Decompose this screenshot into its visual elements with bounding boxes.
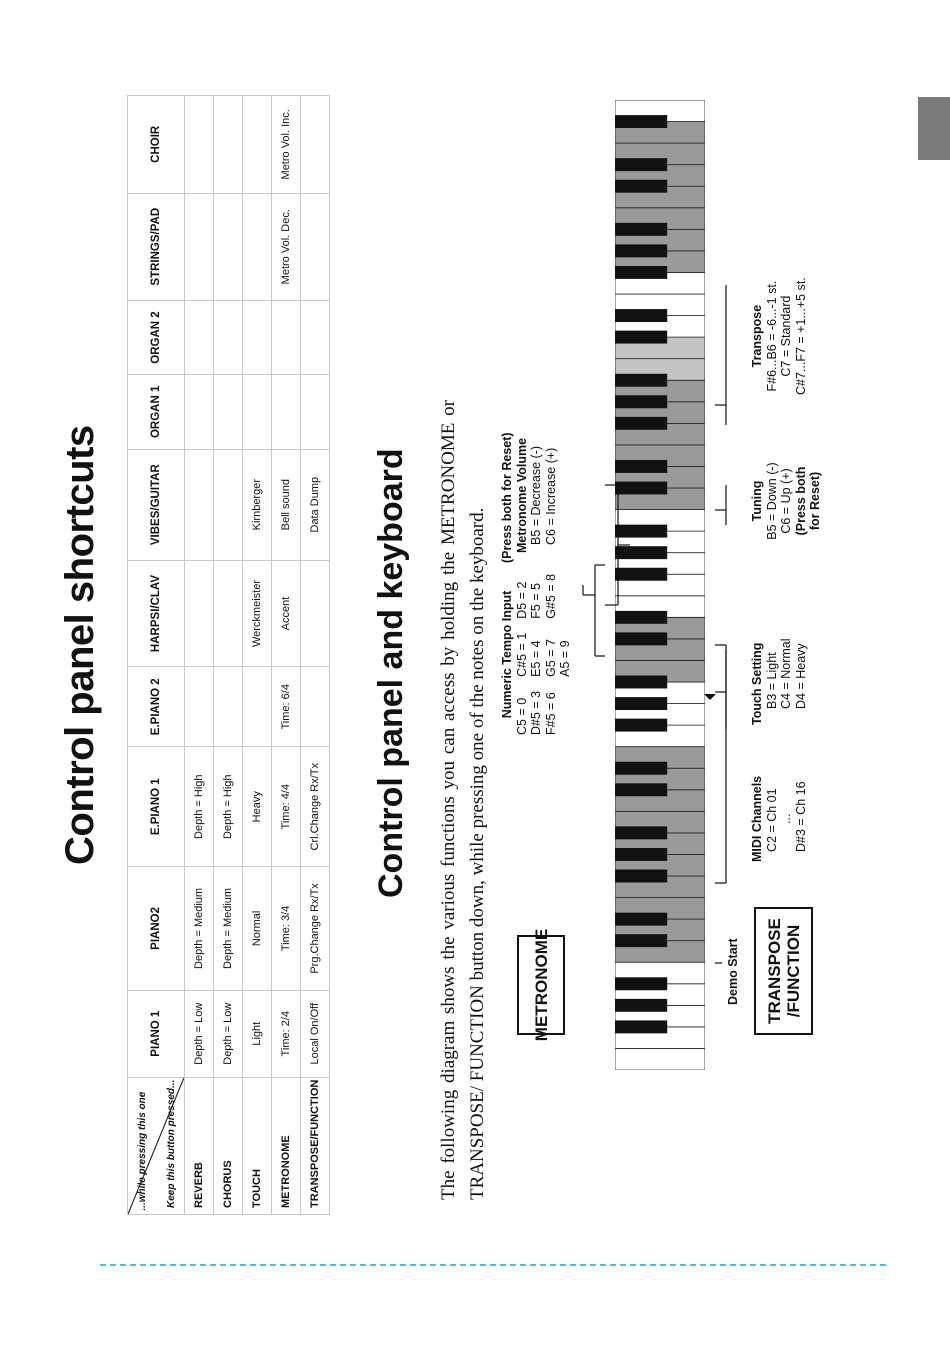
table-cell: [301, 375, 330, 449]
touch-line: C4 = Normal: [779, 638, 793, 709]
transpose-function-button[interactable]: TRANSPOSE /FUNCTION: [754, 907, 813, 1035]
table-row: [185, 96, 214, 1215]
table-cell: Prg.Change Rx/Tx: [301, 867, 330, 991]
table-cell: [243, 375, 272, 449]
row-label: METRONOME: [272, 1077, 301, 1214]
dotted-separator: [100, 1264, 886, 1266]
table-cell: Depth = High: [185, 747, 214, 867]
metronome-volume-block: [500, 432, 558, 563]
transpose-title: Transpose: [750, 304, 764, 368]
black-key: [615, 719, 667, 732]
table-cell: Time: 6/4: [272, 667, 301, 747]
black-key: [615, 223, 667, 236]
black-key: [615, 374, 667, 387]
midi-line: C2 = Ch 01: [764, 788, 779, 852]
touch-title: Touch Setting: [750, 642, 764, 725]
transpose-block: [750, 277, 808, 395]
tempo-block: [500, 574, 573, 735]
white-key: [615, 1048, 705, 1070]
tempo-value: E5 = 4: [529, 640, 543, 677]
table-cell: Kirnberger: [243, 449, 272, 560]
tempo-value: F5 = 5: [529, 582, 543, 619]
table-cell: Time: 2/4: [272, 990, 301, 1077]
table-cell: [214, 560, 243, 666]
black-key: [615, 546, 667, 559]
table-cell: [185, 193, 214, 300]
table-cell: [243, 193, 272, 300]
midi-line: D#3 = Ch 16: [793, 781, 808, 852]
transpose-line: C#7...F7 = +1...+5 st.: [793, 277, 808, 395]
table-cell: [185, 375, 214, 449]
touch-line: B3 = Light: [764, 652, 779, 709]
row-label: REVERB: [185, 1077, 214, 1214]
black-key: [615, 266, 667, 279]
metronome-button[interactable]: METRONOME: [517, 935, 565, 1035]
table-cell: [214, 300, 243, 374]
table-cell: [301, 300, 330, 374]
black-key: [615, 331, 667, 344]
table-cell: Heavy: [243, 747, 272, 867]
tuning-reset: (Press both for Reset): [793, 466, 822, 536]
tempo-value: G#5 = 8: [543, 573, 558, 619]
table-cell: [185, 449, 214, 560]
black-key: [615, 913, 667, 926]
black-key: [615, 783, 667, 796]
black-key: [615, 395, 667, 408]
metro-volume-line: C6 = Increase (+): [543, 447, 558, 545]
table-cell: [214, 193, 243, 300]
black-key: [615, 762, 667, 775]
table-cell: Depth = Medium: [185, 867, 214, 991]
tuning-title: Tuning: [750, 480, 764, 522]
tempo-value: C#5 = 1: [514, 632, 529, 677]
table-cell: Depth = Low: [214, 990, 243, 1077]
table-row: [272, 96, 301, 1215]
table-cell: [272, 375, 301, 449]
table-corner: [128, 1077, 185, 1214]
transpose-line: C7 = Standard: [779, 295, 793, 377]
table-cell: Metro Vol. Dec.: [272, 193, 301, 300]
row-label: TOUCH: [243, 1077, 272, 1214]
table-cell: Normal: [243, 867, 272, 991]
black-key: [615, 826, 667, 839]
black-key: [615, 999, 667, 1012]
keyboard: [615, 100, 705, 1070]
touch-line: D4 = Heavy: [793, 643, 808, 709]
corner-label-top: ...while pressing this one: [137, 1091, 148, 1211]
table-cell: [301, 96, 330, 194]
black-key: [615, 1020, 667, 1033]
table-cell: [301, 667, 330, 747]
tuning-line: B5 = Down (-): [764, 462, 779, 540]
corner-label-bottom: Keep this button pressed...: [166, 1079, 177, 1208]
table-header-row: [128, 96, 185, 1215]
table-cell: Bell sound: [272, 449, 301, 560]
tempo-value: F#5 = 6: [543, 692, 558, 735]
rotated-page: [50, 95, 840, 1245]
black-key: [615, 309, 667, 322]
tempo-value: D5 = 2: [514, 581, 529, 619]
row-label: TRANSPOSE/FUNCTION: [301, 1077, 330, 1214]
table-cell: [301, 560, 330, 666]
tempo-col-2: [515, 633, 573, 677]
touch-block: [750, 638, 808, 725]
column-header: VIBES/GUITAR: [128, 449, 185, 560]
demo-start-label: Demo Start: [726, 938, 740, 1005]
black-key: [615, 115, 667, 128]
table-cell: [301, 193, 330, 300]
intro-paragraph: The following diagram shows the various functions you can access by holding the METRONOME or TRANSPOSE/ FUNCTION button down, while pressing one of the notes on the keyboard.: [438, 400, 488, 1200]
table-cell: Depth = Low: [185, 990, 214, 1077]
column-header: CHOIR: [128, 96, 185, 194]
black-key: [615, 460, 667, 473]
table-cell: Metro Vol. Inc.: [272, 96, 301, 194]
black-key: [615, 180, 667, 193]
tuning-block: [750, 461, 823, 541]
table-cell: Light: [243, 990, 272, 1077]
table-cell: Crl.Change Rx/Tx: [301, 747, 330, 867]
column-header: PIANO2: [128, 867, 185, 991]
black-key: [615, 482, 667, 495]
shortcuts-table: [127, 95, 330, 1215]
table-cell: [243, 96, 272, 194]
black-key: [615, 870, 667, 883]
page-tab-marker: [918, 97, 950, 160]
table-cell: Depth = High: [214, 747, 243, 867]
table-cell: [185, 560, 214, 666]
black-key: [615, 611, 667, 624]
black-key: [615, 525, 667, 538]
midi-title: MIDI Channels: [750, 775, 764, 862]
tempo-title: Numeric Tempo Input: [500, 590, 514, 719]
column-header: E.PIANO 2: [128, 667, 185, 747]
table-cell: [272, 300, 301, 374]
column-header: PIANO 1: [128, 990, 185, 1077]
black-key: [615, 676, 667, 689]
table-cell: [185, 667, 214, 747]
column-header: HARPSI/CLAV: [128, 560, 185, 666]
black-key: [615, 632, 667, 645]
table-body: [185, 96, 330, 1215]
table-row: [214, 96, 243, 1215]
black-key: [615, 417, 667, 430]
table-cell: Time: 3/4: [272, 867, 301, 991]
column-header: E.PIANO 1: [128, 747, 185, 867]
table-cell: Depth = Medium: [214, 867, 243, 991]
section-title: Control panel and keyboard: [372, 448, 410, 898]
table-cell: Data Dump: [301, 449, 330, 560]
table-cell: Time: 4/4: [272, 747, 301, 867]
table-cell: [185, 96, 214, 194]
table-row: [301, 96, 330, 1215]
table-cell: [243, 667, 272, 747]
column-header: ORGAN 1: [128, 375, 185, 449]
black-key: [615, 934, 667, 947]
black-key: [615, 697, 667, 710]
midi-block: [750, 776, 808, 862]
tempo-value: C5 = 0: [514, 697, 529, 735]
table-cell: [214, 96, 243, 194]
tempo-value: D#5 = 3: [529, 690, 543, 735]
table-cell: Werckmeister: [243, 560, 272, 666]
table-cell: [214, 375, 243, 449]
table-cell: [214, 449, 243, 560]
metro-volume-title: Metronome Volume: [514, 437, 529, 553]
tempo-value: G5 = 7: [543, 638, 558, 677]
black-key: [615, 848, 667, 861]
black-key: [615, 568, 667, 581]
metro-volume-reset: (Press both for Reset): [500, 432, 514, 563]
black-key: [615, 158, 667, 171]
column-header: STRINGS/PAD: [128, 193, 185, 300]
table-row: [243, 96, 272, 1215]
table-cell: [214, 667, 243, 747]
transpose-line: F#6...B6 = -6...-1 st.: [764, 280, 779, 392]
table-cell: Local On/Off: [301, 990, 330, 1077]
black-key: [615, 244, 667, 257]
tuning-line: C6 = Up (+): [779, 468, 793, 534]
tempo-value: A5 = 9: [558, 640, 572, 677]
metro-volume-line: B5 = Decrease (-): [529, 446, 543, 545]
table-cell: Accent: [272, 560, 301, 666]
row-label: CHORUS: [214, 1077, 243, 1214]
table-cell: [185, 300, 214, 374]
table-cell: [243, 300, 272, 374]
column-header: ORGAN 2: [128, 300, 185, 374]
black-key: [615, 977, 667, 990]
tempo-col-3: [515, 574, 573, 619]
page-title: Control panel shortcuts: [58, 425, 102, 865]
midi-line: ...: [779, 813, 793, 824]
tempo-col-1: [515, 691, 573, 735]
